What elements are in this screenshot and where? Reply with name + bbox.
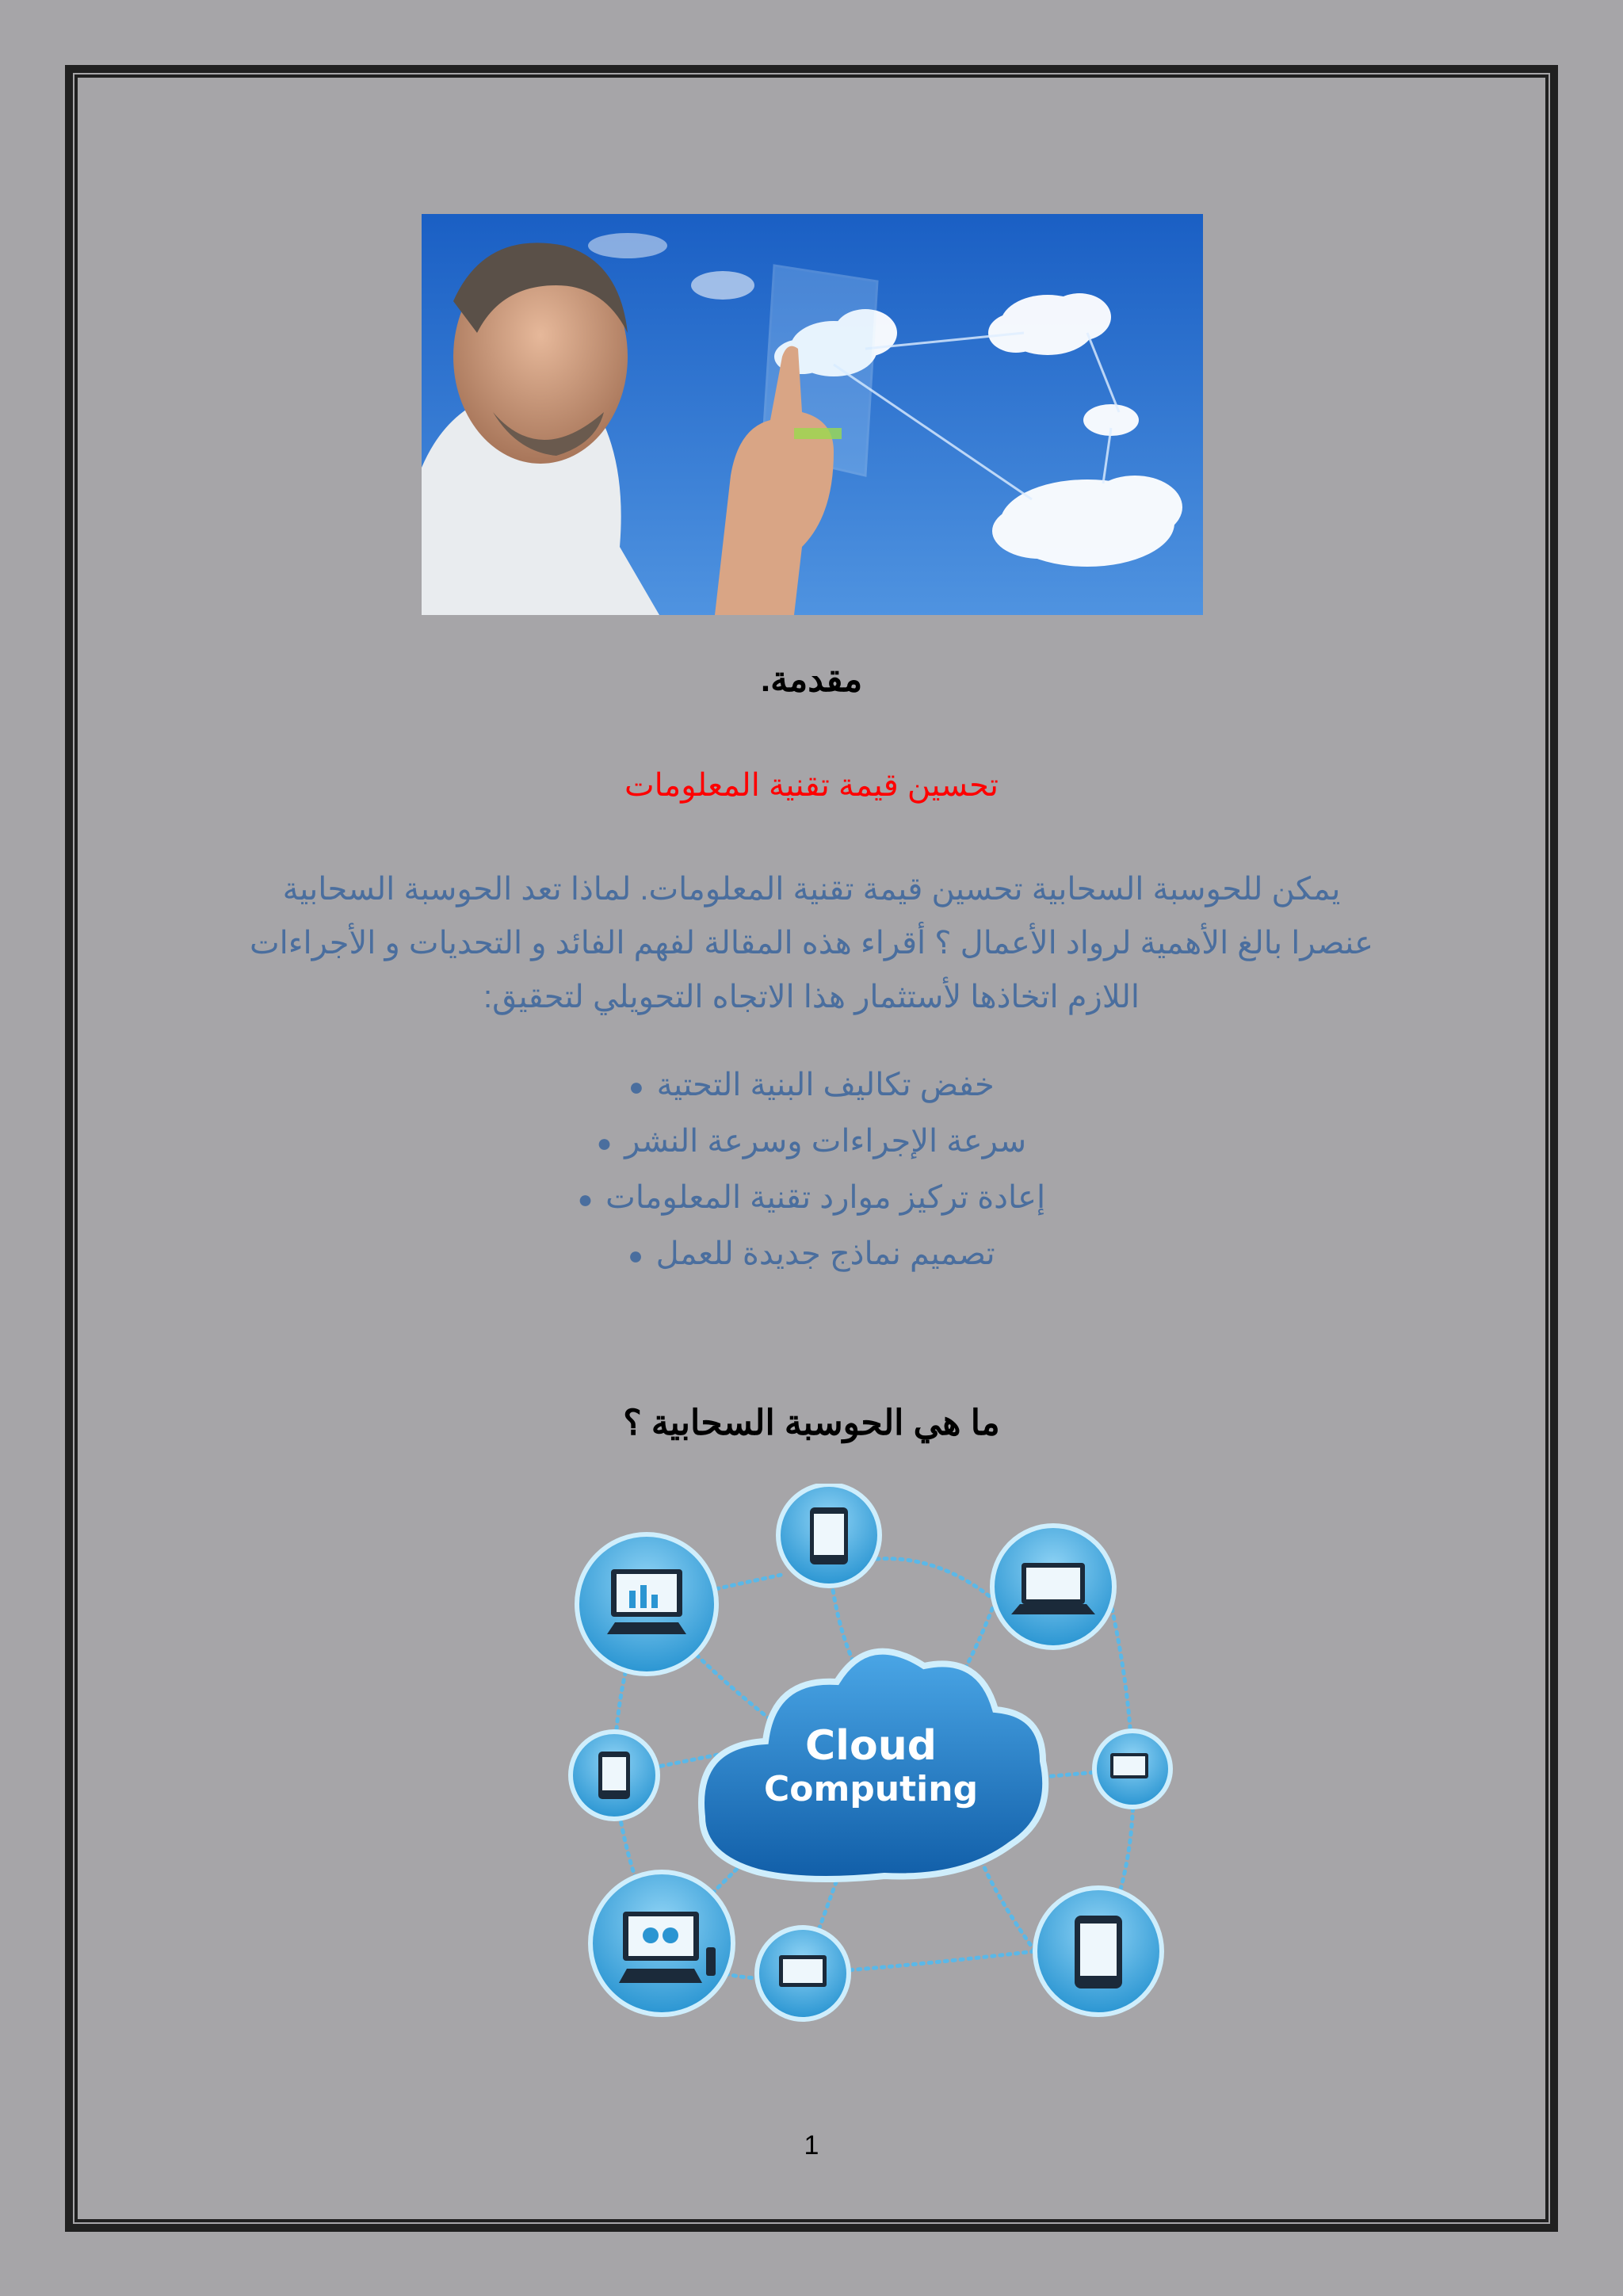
section-heading: ما هي الحوسبة السحابية ؟ xyxy=(623,1404,1000,1442)
benefits-list xyxy=(0,1058,1623,1283)
bullet-text: خفض تكاليف البنية التحتية xyxy=(656,1068,995,1102)
list-item xyxy=(0,1058,1623,1114)
intro-paragraph: يمكن للحوسبة السحابية تحسين قيمة تقنية المعلومات. لماذا تعد الحوسبة السحابية عنصرا بالغ الأهمية لرواد الأعمال ؟ أقراء هذه المقالة لفهم الفائد و التحديات و الأجراءات اللازم اتخاذها لأستثمار هذا الاتجاه التحويلي لتحقيق: xyxy=(249,872,1374,1014)
page-number: 1 xyxy=(804,2130,819,2160)
bullet-icon: ● xyxy=(628,1241,643,1270)
intro-heading: مقدمة. xyxy=(760,660,863,699)
node-monitor xyxy=(577,1534,716,1674)
bullet-icon: ● xyxy=(577,1185,594,1213)
bullet-text: إعادة تركيز موارد تقنية المعلومات xyxy=(605,1180,1046,1215)
cloud-computing-diagram xyxy=(567,1484,1181,2030)
bullet-text: تصميم نماذج جديدة للعمل xyxy=(655,1236,995,1271)
bullet-icon: ● xyxy=(596,1129,613,1157)
bullet-icon: ● xyxy=(628,1072,644,1101)
diagram-cloud-label-line2: Computing xyxy=(763,1769,979,1809)
list-item xyxy=(0,1227,1623,1283)
list-item xyxy=(0,1171,1623,1227)
intro-subtitle: تحسين قيمة تقنية المعلومات xyxy=(624,768,999,803)
diagram-cloud-label-line1: Cloud xyxy=(805,1722,937,1770)
bullet-text: سرعة الإجراءات وسرعة النشر xyxy=(624,1124,1027,1159)
hero-photo xyxy=(422,214,1203,615)
list-item xyxy=(0,1114,1623,1171)
